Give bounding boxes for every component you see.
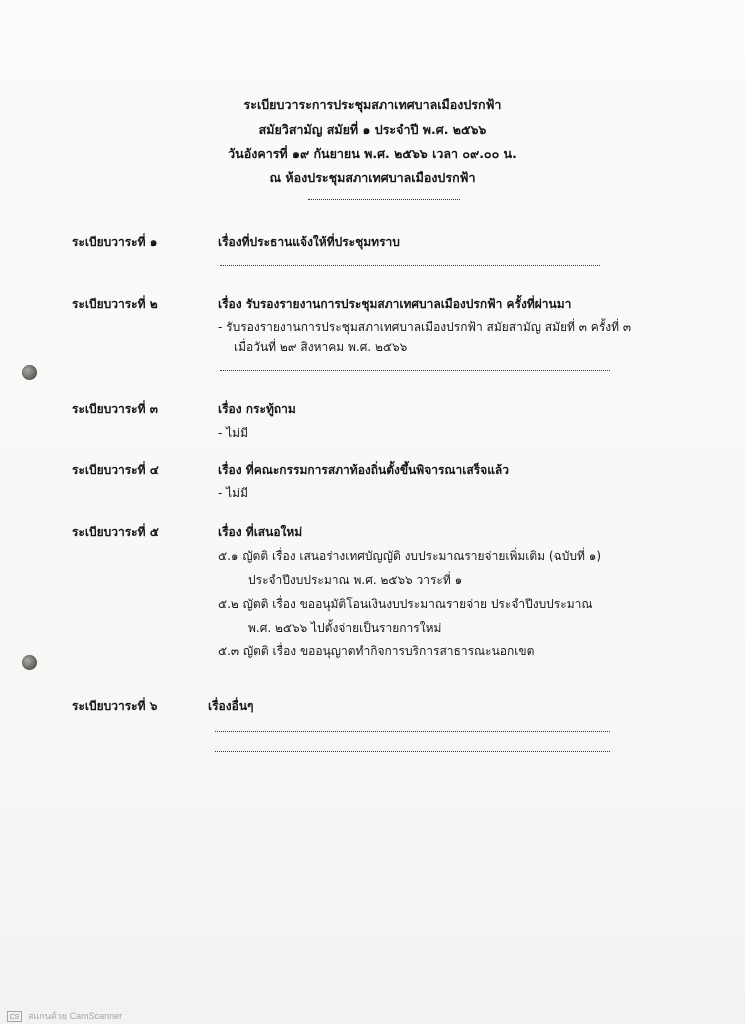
meeting-location: ณ ห้องประชุมสภาเทศบาลเมืองปรกฟ้า xyxy=(269,170,476,185)
agenda-3-detail: - ไม่มี xyxy=(218,426,248,440)
agenda-5-subitem-2-line-2: พ.ศ. ๒๕๖๖ ไปตั้งจ่ายเป็นรายการใหม่ xyxy=(248,621,442,635)
agenda-label-3: ระเบียบวาระที่ ๓ xyxy=(72,402,158,416)
agenda-6-dotted-line-2 xyxy=(215,751,610,752)
session-subtitle: สมัยวิสามัญ สมัยที่ ๑ ประจำปี พ.ศ. ๒๕๖๖ xyxy=(258,122,487,137)
meeting-date-time: วันอังคารที่ ๑๙ กันยายน พ.ศ. ๒๕๖๖ เวลา ๐๙.๐๐ น. xyxy=(228,146,517,161)
agenda-2-detail-line-2: เมื่อวันที่ ๒๙ สิงหาคม พ.ศ. ๒๕๖๖ xyxy=(234,340,408,354)
agenda-1-dotted-line xyxy=(220,265,600,266)
punch-hole-bottom xyxy=(22,655,37,670)
agenda-title-1: เรื่องที่ประธานแจ้งให้ที่ประชุมทราบ xyxy=(218,235,400,249)
agenda-5-subitem-3-line-1: ๕.๓ ญัตติ เรื่อง ขออนุญาตทำกิจการบริการสาธารณะนอกเขต xyxy=(218,644,535,658)
agenda-5-subitem-1-line-1: ๕.๑ ญัตติ เรื่อง เสนอร่างเทศบัญญัติ งบประมาณรายจ่ายเพิ่มเติม (ฉบับที่ ๑) xyxy=(218,549,601,563)
document-title: ระเบียบวาระการประชุมสภาเทศบาลเมืองปรกฟ้า xyxy=(243,97,502,112)
agenda-2-detail-line-1: - รับรองรายงานการประชุมสภาเทศบาลเมืองปรกฟ้า สมัยสามัญ สมัยที่ ๓ ครั้งที่ ๓ xyxy=(218,320,632,334)
agenda-label-2: ระเบียบวาระที่ ๒ xyxy=(72,297,158,311)
agenda-label-1: ระเบียบวาระที่ ๑ xyxy=(72,235,158,249)
agenda-label-6: ระเบียบวาระที่ ๖ xyxy=(72,699,158,713)
agenda-title-6: เรื่องอื่นๆ xyxy=(208,699,254,713)
agenda-5-subitem-2-line-1: ๕.๒ ญัตติ เรื่อง ขออนุมัติโอนเงินงบประมาณรายจ่าย ประจำปีงบประมาณ xyxy=(218,597,593,611)
camscanner-logo: CS xyxy=(7,1011,22,1022)
agenda-title-2: เรื่อง รับรองรายงานการประชุมสภาเทศบาลเมืองปรกฟ้า ครั้งที่ผ่านมา xyxy=(218,297,572,311)
punch-hole-top xyxy=(22,365,37,380)
camscanner-text: สแกนด้วย CamScanner xyxy=(28,1011,123,1021)
agenda-label-5: ระเบียบวาระที่ ๕ xyxy=(72,525,159,539)
agenda-title-5: เรื่อง ที่เสนอใหม่ xyxy=(218,525,303,539)
agenda-6-dotted-line-1 xyxy=(215,731,610,732)
agenda-4-detail: - ไม่มี xyxy=(218,486,248,500)
agenda-label-4: ระเบียบวาระที่ ๔ xyxy=(72,463,159,477)
agenda-2-dotted-line xyxy=(220,370,610,371)
camscanner-watermark xyxy=(7,1009,122,1023)
agenda-5-subitem-1-line-2: ประจำปีงบประมาณ พ.ศ. ๒๕๖๖ วาระที่ ๑ xyxy=(248,573,463,587)
agenda-title-3: เรื่อง กระทู้ถาม xyxy=(218,402,296,416)
agenda-title-4: เรื่อง ที่คณะกรรมการสภาท้องถิ่นตั้งขึ้นพิจารณาเสร็จแล้ว xyxy=(218,463,510,477)
header-divider xyxy=(308,199,460,200)
